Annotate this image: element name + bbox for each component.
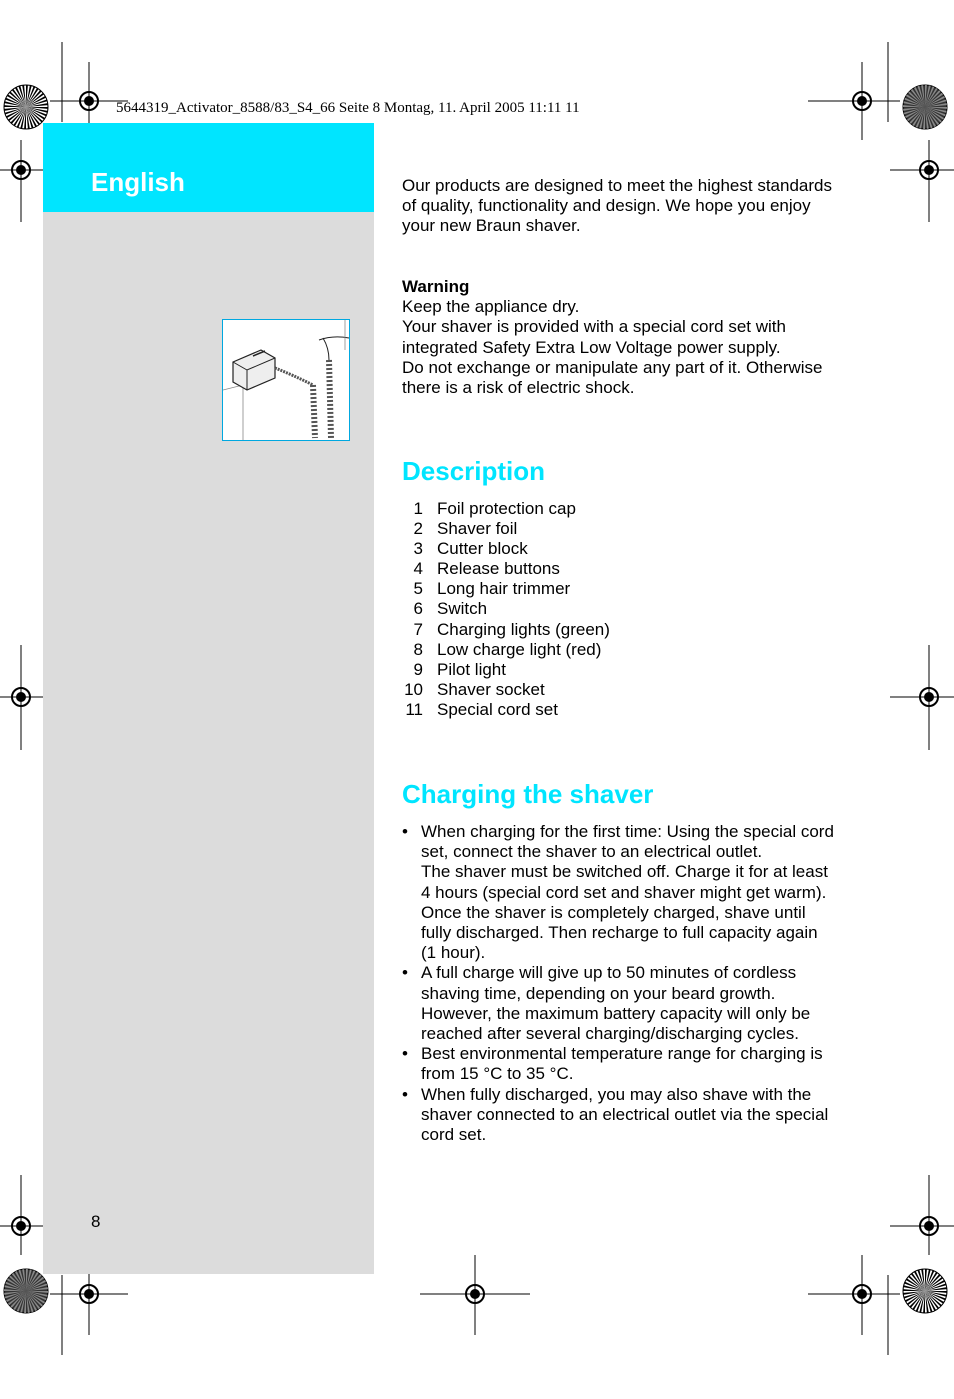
item-label: Charging lights (green) xyxy=(437,619,610,639)
list-item xyxy=(402,559,610,579)
text-line: Best environmental temperature range for charging is xyxy=(421,1044,823,1064)
item-number: 8 xyxy=(413,639,423,659)
item-number: 5 xyxy=(413,579,423,599)
intro-paragraph xyxy=(402,176,872,237)
starburst-registration-icon xyxy=(2,1267,50,1315)
bullet-icon: • xyxy=(402,1044,408,1064)
crosshair-registration-icon xyxy=(6,682,36,712)
text-line: Your shaver is provided with a special cord set with xyxy=(402,317,786,337)
warning-section xyxy=(402,277,872,398)
crosshair-registration-icon xyxy=(914,1211,944,1241)
crosshair-registration-icon xyxy=(914,155,944,185)
bullet-icon: • xyxy=(402,822,408,841)
item-number: 4 xyxy=(413,559,423,579)
crosshair-registration-icon xyxy=(74,1279,104,1309)
starburst-registration-icon xyxy=(901,83,949,131)
text-line: Our products are designed to meet the highest standards xyxy=(402,176,832,195)
description-heading: Description xyxy=(402,456,546,486)
text-line: When fully discharged, you may also shave with the xyxy=(421,1084,812,1104)
bullet-item xyxy=(402,1044,872,1084)
page-number: 8 xyxy=(91,1212,101,1231)
list-item xyxy=(402,700,610,720)
text-line: reached after several charging/discharging cycles. xyxy=(421,1024,799,1044)
bullet-item xyxy=(402,1085,872,1146)
item-label: Special cord set xyxy=(437,699,558,719)
crosshair-registration-icon xyxy=(460,1279,490,1309)
list-item xyxy=(402,660,610,680)
print-slug: 5644319_Activator_8588/83_S4_66 Seite 8 Montag, 11. April 2005 11:11 11 xyxy=(116,100,580,116)
text-line: shaving time, depending on your beard growth. xyxy=(421,983,776,1003)
item-number: 3 xyxy=(413,539,423,559)
crosshair-registration-icon xyxy=(6,1211,36,1241)
list-item xyxy=(402,680,610,700)
list-item xyxy=(402,499,610,519)
sidebar-panel xyxy=(43,123,374,1274)
list-item xyxy=(402,620,610,640)
text-line: of quality, functionality and design. We hope you enjoy xyxy=(402,196,811,216)
text-line: Keep the appliance dry. xyxy=(402,297,580,317)
text-line: integrated Safety Extra Low Voltage power supply. xyxy=(402,337,781,357)
language-label: English xyxy=(91,167,185,197)
item-label: Switch xyxy=(437,599,488,619)
bullet-icon: • xyxy=(402,963,408,983)
text-line: (1 hour). xyxy=(421,943,486,963)
item-label: Foil protection cap xyxy=(437,499,576,518)
item-label: Shaver socket xyxy=(437,679,545,699)
text-line: set, connect the shaver to an electrical outlet. xyxy=(421,842,763,862)
item-number: 11 xyxy=(405,699,423,719)
item-label: Shaver foil xyxy=(437,519,518,539)
item-label: Low charge light (red) xyxy=(437,639,602,659)
item-number: 1 xyxy=(413,499,423,518)
text-line: The shaver must be switched off. Charge it for at least xyxy=(421,862,828,882)
text-line: A full charge will give up to 50 minutes of cordless xyxy=(421,963,797,983)
starburst-registration-icon xyxy=(901,1267,949,1315)
list-item xyxy=(402,579,610,599)
cord-set-illustration xyxy=(222,319,350,441)
item-number: 10 xyxy=(404,679,423,699)
list-item xyxy=(402,599,610,619)
crosshair-registration-icon xyxy=(847,1279,877,1309)
crosshair-registration-icon xyxy=(6,155,36,185)
item-number: 2 xyxy=(413,519,423,539)
text-line: shaver connected to an electrical outlet via the special xyxy=(421,1104,829,1124)
text-line: cord set. xyxy=(421,1125,487,1145)
warning-title: Warning xyxy=(402,277,470,296)
description-list xyxy=(402,499,610,720)
item-label: Cutter block xyxy=(437,539,528,559)
list-item xyxy=(402,519,610,539)
text-line: there is a risk of electric shock. xyxy=(402,378,635,398)
item-label: Pilot light xyxy=(437,659,506,679)
crosshair-registration-icon xyxy=(74,86,104,116)
text-line: Do not exchange or manipulate any part of it. Otherwise xyxy=(402,357,823,377)
text-line: 4 hours (special cord set and shaver might get warm). xyxy=(421,882,827,902)
item-number: 7 xyxy=(413,619,423,639)
text-line: from 15 °C to 35 °C. xyxy=(421,1064,574,1084)
crosshair-registration-icon xyxy=(847,86,877,116)
item-label: Release buttons xyxy=(437,559,560,579)
item-number: 9 xyxy=(413,659,423,679)
plug-cord-icon xyxy=(223,320,349,440)
item-label: Long hair trimmer xyxy=(437,579,571,599)
bullet-icon: • xyxy=(402,1084,408,1104)
text-line: When charging for the first time: Using the special cord xyxy=(421,822,834,841)
list-item xyxy=(402,640,610,660)
text-line: your new Braun shaver. xyxy=(402,216,581,236)
item-number: 6 xyxy=(413,599,423,619)
crosshair-registration-icon xyxy=(914,682,944,712)
bullet-item xyxy=(402,822,872,963)
charging-heading: Charging the shaver xyxy=(402,779,654,809)
bullet-item xyxy=(402,963,872,1044)
charging-bullet-list xyxy=(402,822,872,1145)
list-item xyxy=(402,539,610,559)
text-line: However, the maximum battery capacity will only be xyxy=(421,1003,811,1023)
text-line: Once the shaver is completely charged, shave until xyxy=(421,902,806,922)
text-line: fully discharged. Then recharge to full capacity again xyxy=(421,923,818,943)
